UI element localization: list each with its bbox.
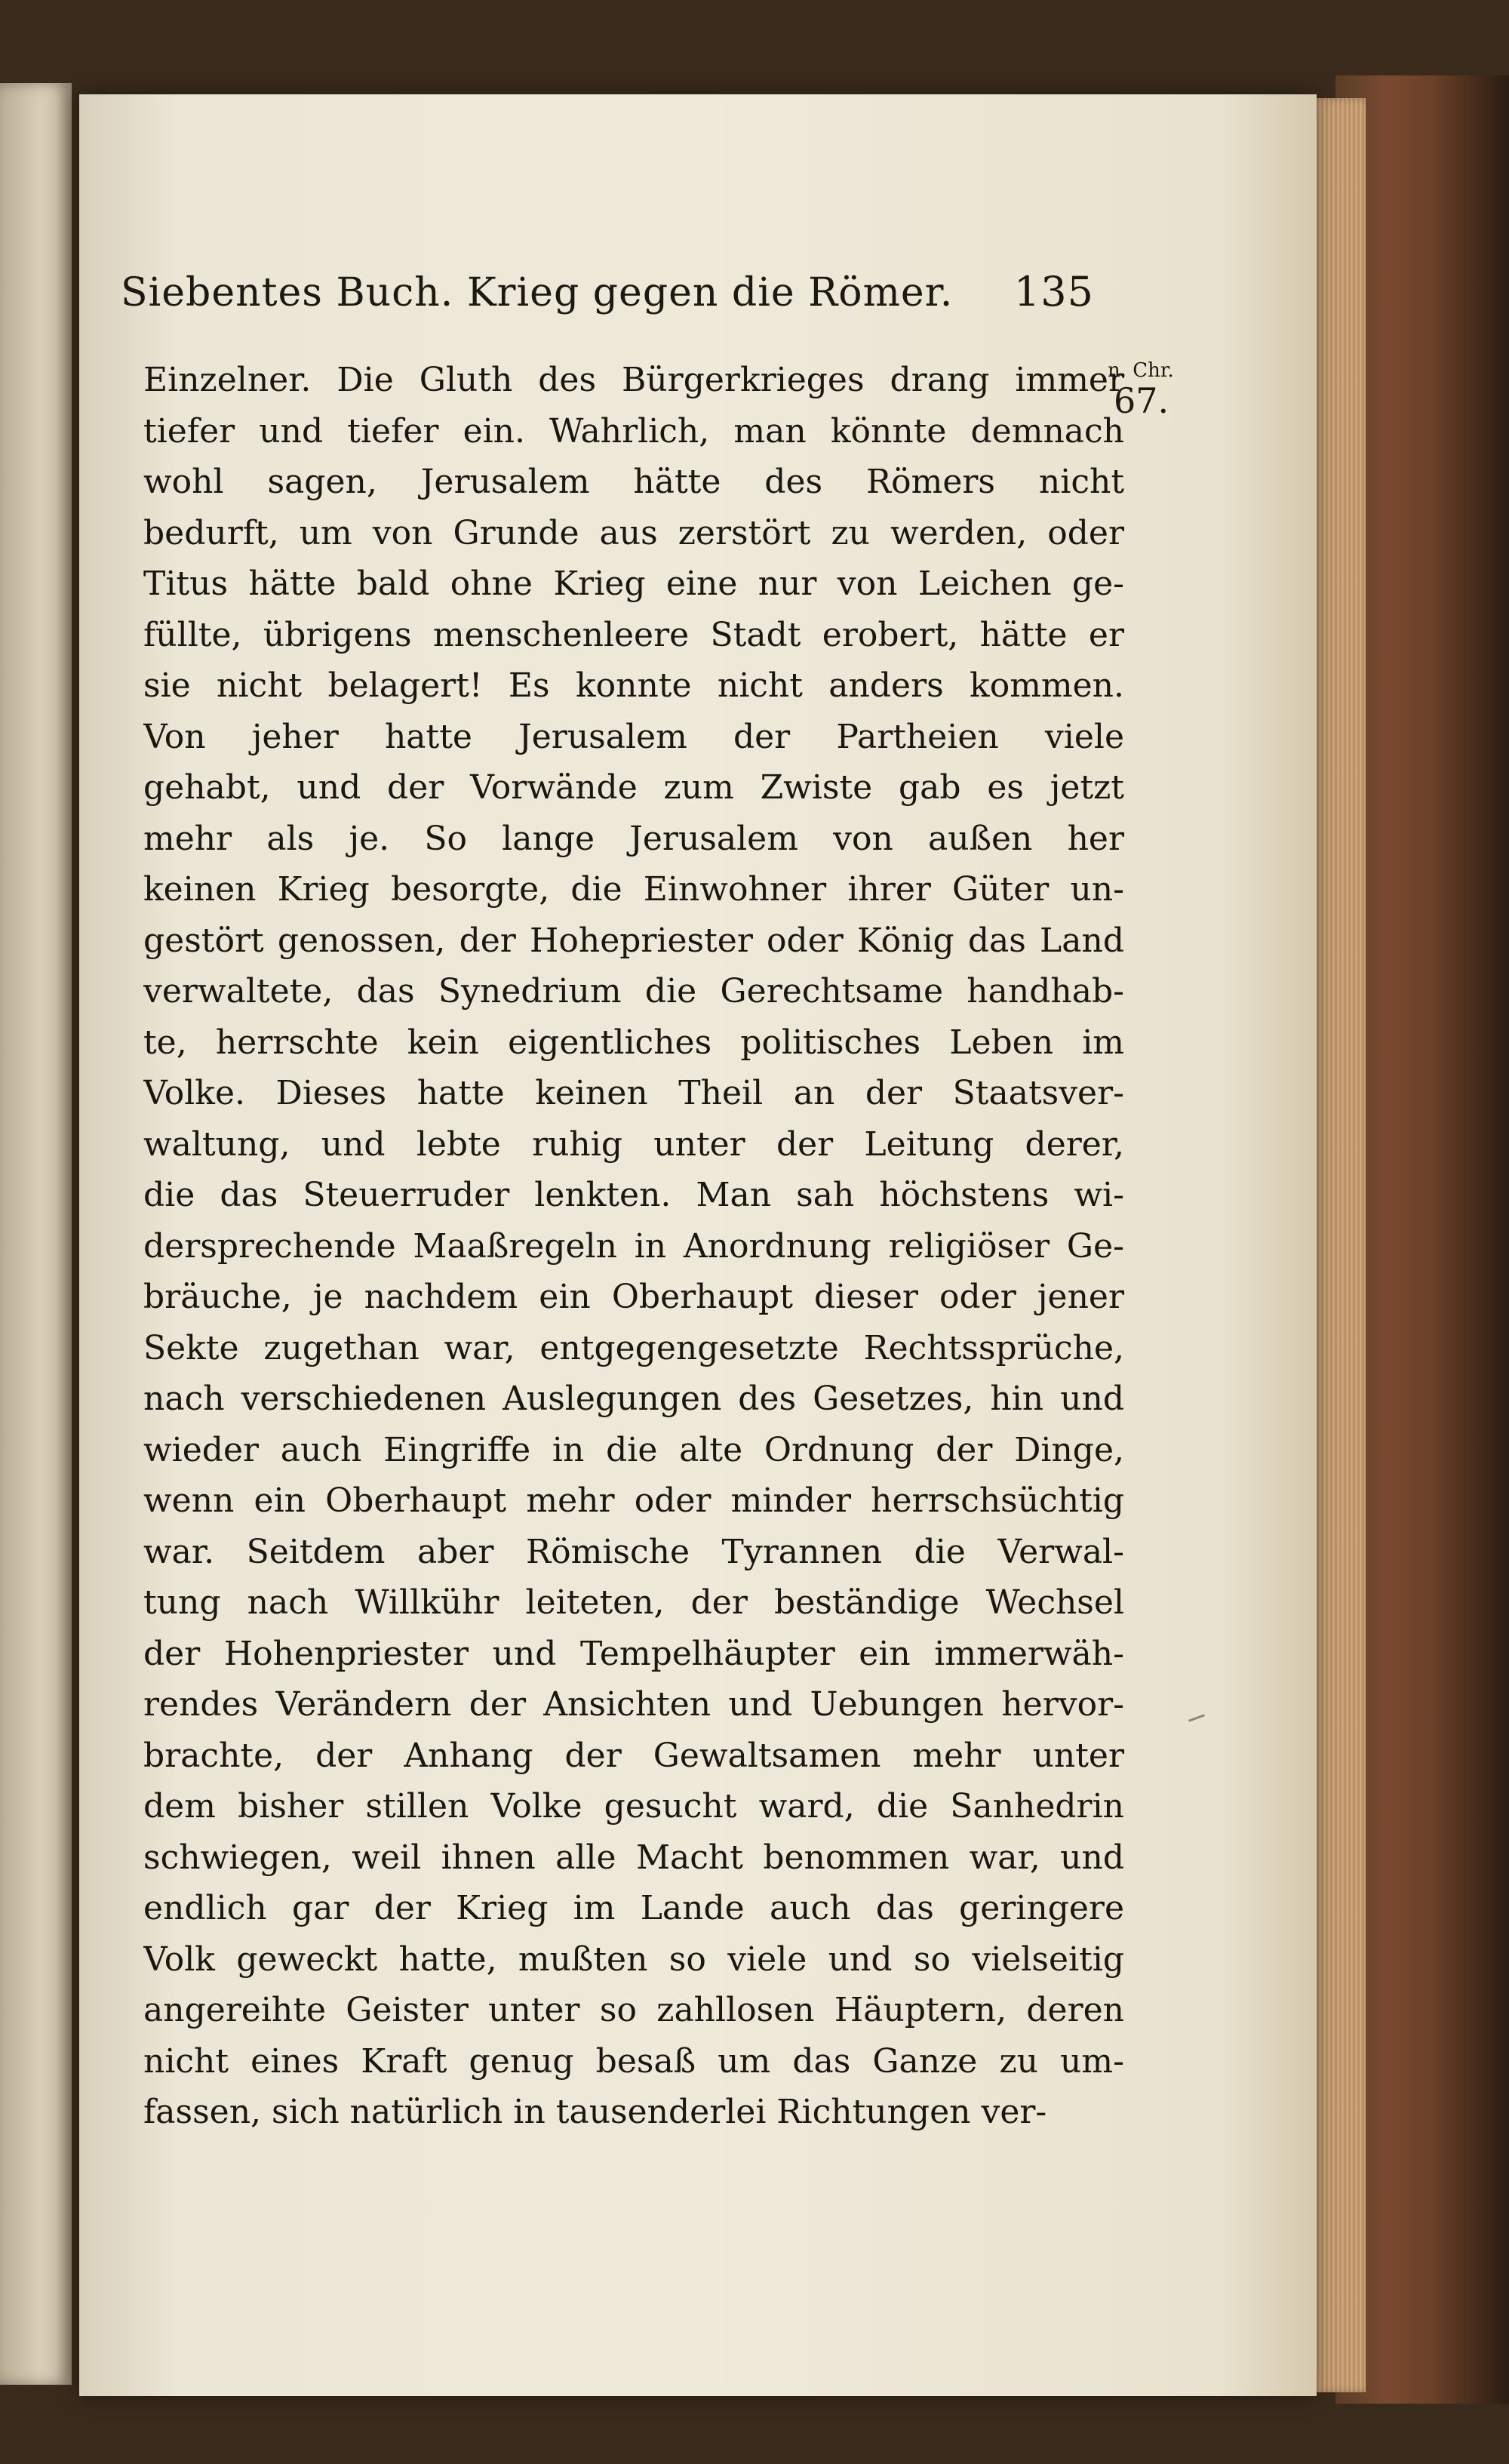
text-line: endlich gar der Krieg im Lande auch das geringere (143, 1889, 1124, 1927)
text-line: mehr als je. So lange Jerusalem von außen her (143, 819, 1124, 858)
text-line: wieder auch Eingriffe in die alte Ordnung der Dinge, (143, 1430, 1124, 1469)
text-line: tung nach Willkühr leiteten, der beständige Wechsel (143, 1583, 1124, 1622)
text-line: keinen Krieg besorgte, die Einwohner ihrer Güter un- (143, 870, 1124, 909)
text-line: Sekte zugethan war, entgegengesetzte Rechtssprüche, (143, 1328, 1124, 1367)
running-head-title: Siebentes Buch. Krieg gegen die Römer. (121, 270, 954, 315)
text-line: te, herrschte kein eigentliches politisches Leben im (143, 1023, 1124, 1062)
text-line: fassen, sich natürlich in tausenderlei Richtungen ver- (143, 2093, 1047, 2131)
text-line: verwaltete, das Synedrium die Gerechtsame handhab- (143, 972, 1124, 1011)
text-line: bräuche, je nachdem ein Oberhaupt dieser oder jener (143, 1278, 1124, 1316)
text-line: schwiegen, weil ihnen alle Macht benommen war, und (143, 1838, 1124, 1877)
text-line: Von jeher hatte Jerusalem der Partheien viele (143, 717, 1124, 756)
body-text (143, 355, 1124, 2138)
text-line: füllte, übrigens menschenleere Stadt erobert, hätte er (143, 615, 1124, 654)
text-line: tiefer und tiefer ein. Wahrlich, man könnte demnach (143, 411, 1124, 451)
text-line: rendes Verändern der Ansichten und Uebungen hervor- (143, 1685, 1124, 1724)
margin-era: n. Chr. (1108, 359, 1174, 382)
text-line: Einzelner. Die Gluth des Bürgerkrieges drang immer (143, 361, 1124, 399)
text-line: nicht eines Kraft genug besaß um das Ganze zu um- (143, 2041, 1124, 2081)
text-line: dersprechende Maaßregeln in Anordnung religiöser Ge- (143, 1226, 1124, 1266)
facing-page-edge (0, 83, 72, 2385)
margin-year: 67. (1114, 380, 1169, 421)
text-line: Volk geweckt hatte, mußten so viele und so vielseitig (143, 1940, 1124, 1979)
text-line: wenn ein Oberhaupt mehr oder minder herrschsüchtig (143, 1481, 1124, 1520)
text-line: dem bisher stillen Volke gesucht ward, die Sanhedrin (143, 1787, 1124, 1826)
text-line: Titus hätte bald ohne Krieg eine nur von Leichen ge- (143, 564, 1124, 603)
text-line: brachte, der Anhang der Gewaltsamen mehr unter (143, 1736, 1124, 1775)
text-line: wohl sagen, Jerusalem hätte des Römers nicht (143, 463, 1124, 501)
text-line: nach verschiedenen Auslegungen des Gesetzes, hin und (143, 1380, 1124, 1418)
text-line: angereihte Geister unter so zahllosen Häuptern, deren (143, 1991, 1124, 2029)
text-line: sie nicht belagert! Es konnte nicht anders kommen. (143, 666, 1124, 705)
running-head (121, 268, 1094, 328)
text-line: waltung, und lebte ruhig unter der Leitung derer, (143, 1124, 1124, 1164)
text-line: gehabt, und der Vorwände zum Zwiste gab es jetzt (143, 768, 1124, 807)
text-line: Volke. Dieses hatte keinen Theil an der Staatsver- (143, 1074, 1124, 1112)
text-line: war. Seitdem aber Römische Tyrannen die Verwal- (143, 1532, 1124, 1571)
page-number: 135 (1013, 268, 1094, 315)
text-line: gestört genossen, der Hohepriester oder König das Land (143, 921, 1124, 960)
text-line: die das Steuerruder lenkten. Man sah höchstens wi- (143, 1176, 1124, 1214)
text-line: der Hohenpriester und Tempelhäupter ein immerwäh- (143, 1634, 1124, 1673)
text-line: bedurft, um von Grunde aus zerstört zu werden, oder (143, 513, 1124, 552)
